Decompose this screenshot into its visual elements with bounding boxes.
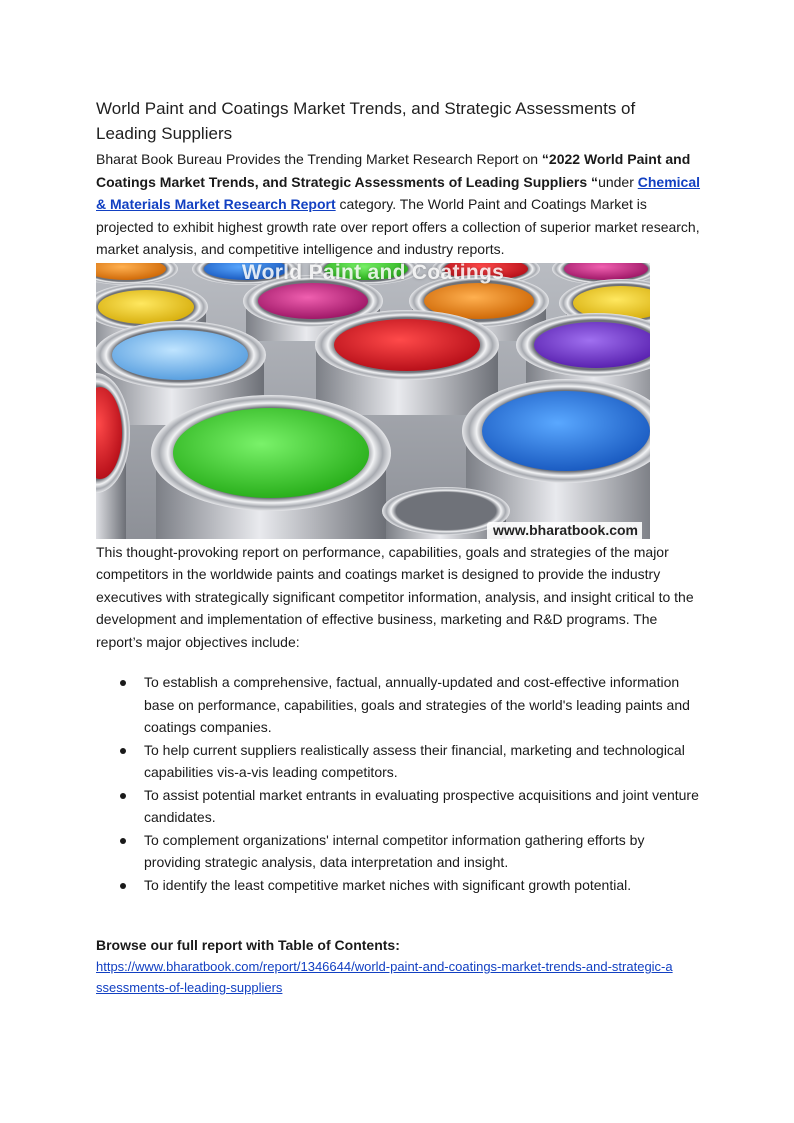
page-title: World Paint and Coatings Market Trends, and Strategic Assessments of Leading Suppliers	[96, 99, 636, 143]
objective-text: To help current suppliers realistically assess their financial, marketing and technological capabilities vis-a-vis leading competitors.	[144, 741, 685, 780]
intro-under: under	[598, 173, 638, 190]
intro-lead: Bharat Book Bureau Provides the Trending Market Research Report on	[96, 151, 542, 167]
report-name: “2022 World Paint and Coatings Market Trends, and Strategic Assessments of Leading Suppliers “	[96, 151, 691, 190]
body-paragraph: This thought-provoking report on performance, capabilities, goals and strategies of the major competitors in the worldwide paints and coatings market is designed to provide the industry executives with strategically significant competitor information, analysis, and insight critical to the development and implementation of effective business, marketing and R&D programs. The report’s major objectives include:	[96, 543, 694, 650]
objective-text: To assist potential market entrants in evaluating prospective acquisitions and joint venture candidates.	[144, 786, 699, 825]
objective-text: To identify the least competitive market niches with significant growth potential.	[144, 876, 632, 893]
browse-heading: Browse our full report with Table of Contents:	[96, 937, 400, 953]
objectives-list	[96, 671, 700, 896]
objective-text: To establish a comprehensive, factual, annually-updated and cost-effective information base on performance, capabilities, goals and strategies of the world's leading paints and coatings companies.	[144, 674, 690, 735]
category-link[interactable]: Chemical & Materials Market Research Report	[96, 173, 701, 212]
report-url-link[interactable]: https://www.bharatbook.com/report/1346644/world-paint-and-coatings-market-trends-and-strategic-assessments-of-leading-suppliers	[96, 959, 673, 995]
paint-cans-image	[96, 263, 650, 539]
document-page	[96, 96, 700, 998]
bullet-icon	[120, 680, 126, 686]
intro-tail: category. The World Paint and Coatings Market is projected to exhibit highest growth rate over report offers a collection of superior market research, market analysis, and competitive intelligence and industry reports.	[96, 196, 700, 257]
list-item	[144, 671, 700, 739]
bullet-icon	[120, 883, 126, 889]
image-watermark-url: www.bharatbook.com	[487, 522, 642, 539]
bullet-icon	[120, 793, 126, 799]
list-item	[144, 874, 700, 897]
intro-paragraph	[96, 148, 700, 261]
objective-text: To complement organizations' internal competitor information gathering efforts by providing strategic analysis, data interpretation and insight.	[144, 831, 645, 870]
bullet-icon	[120, 748, 126, 754]
image-caption-title: World Paint and Coatings	[241, 262, 505, 284]
list-item	[144, 784, 700, 829]
list-item	[144, 739, 700, 784]
bullet-icon	[120, 838, 126, 844]
paint-cans-illustration	[96, 263, 650, 539]
list-item	[144, 829, 700, 874]
